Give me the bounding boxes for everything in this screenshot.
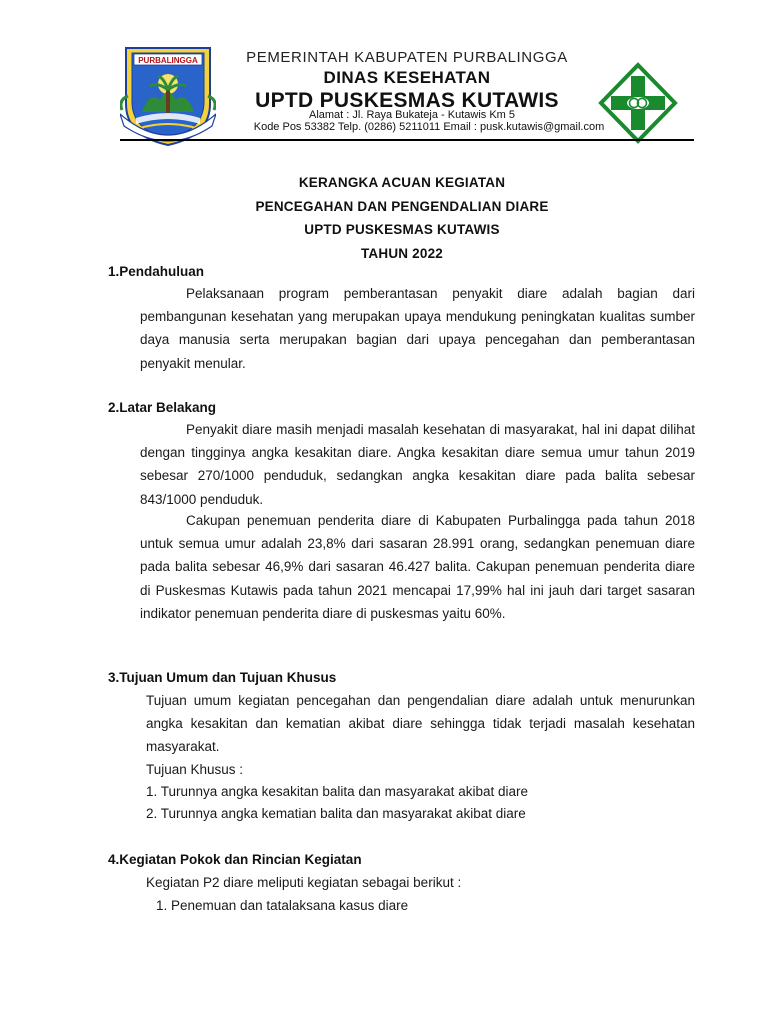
title-line-1: KERANGKA ACUAN KEGIATAN — [298, 175, 506, 190]
address-line: Alamat : Jl. Raya Bukateja - Kutawis Km 5 — [308, 109, 516, 121]
kegiatan-intro: Kegiatan P2 diare meliputi kegiatan sebagai berikut : — [146, 875, 462, 890]
list-item: 1. Penemuan dan tatalaksana kasus diare — [156, 898, 409, 913]
latar-belakang-paragraph-2: Cakupan penemuan penderita diare di Kabupaten Purbalingga pada tahun 2018 untuk semua umur adalah 23,8% dari sasaran 28.991 orang, sedangkan penemuan diare pada balita sebesar 46,9% dari sasaran 46.427 balita. Cakupan penemuan penderita diare di Puskesmas Kutawis pada tahun 2021 mencapai 17,99% hal ini jauh dari target sasaran indikator penemuan penderita diare di puskesmas yaitu 60%. — [140, 513, 695, 621]
letterhead-title-block — [204, 48, 610, 114]
puskesmas-cross-icon — [598, 62, 678, 144]
unit-name: UPTD PUSKESMAS KUTAWIS — [255, 89, 559, 112]
agency-name: DINAS KESEHATAN — [323, 68, 491, 87]
pendahuluan-paragraph: Pelaksanaan program pemberantasan penyakit diare adalah bagian dari pembangunan kesehatan yang merupakan upaya mendukung peningkatan kualitas sumber daya manusia serta merupakan bagian dari upaya pencegahan dan pemberantasan penyakit menular. — [140, 286, 695, 371]
section-heading-tujuan: 3.Tujuan Umum dan Tujuan Khusus — [108, 670, 337, 685]
svg-text:PURBALINGGA: PURBALINGGA — [138, 56, 198, 65]
government-name: PEMERINTAH KABUPATEN PURBALINGGA — [246, 49, 568, 66]
contact-line: Kode Pos 53382 Telp. (0286) 5211011 Email : pusk.kutawis@gmail.com — [253, 121, 605, 133]
title-line-4: TAHUN 2022 — [360, 246, 444, 262]
letterhead-divider — [120, 139, 694, 141]
section-heading-kegiatan: 4.Kegiatan Pokok dan Rincian Kegiatan — [108, 852, 362, 867]
list-item: 1. Turunnya angka kesakitan balita dan masyarakat akibat diare — [146, 784, 528, 799]
tujuan-umum-paragraph: Tujuan umum kegiatan pencegahan dan pengendalian diare adalah untuk menurunkan angka kesakitan dan kematian akibat diare sehingga tidak terjadi masalah kesehatan masyarakat. — [146, 693, 695, 755]
title-line-3: UPTD PUSKESMAS KUTAWIS — [304, 222, 500, 238]
section-heading-latar-belakang: 2.Latar Belakang — [108, 400, 217, 415]
document-title-block — [108, 171, 696, 266]
regency-crest-icon — [120, 44, 216, 148]
list-item: 2. Turunnya angka kematian balita dan masyarakat akibat diare — [146, 806, 526, 821]
tujuan-khusus-label: Tujuan Khusus : — [146, 762, 244, 777]
section-heading-pendahuluan: 1.Pendahuluan — [108, 264, 205, 279]
title-line-2: PENCEGAHAN DAN PENGENDALIAN DIARE — [255, 198, 549, 214]
latar-belakang-paragraph-1: Penyakit diare masih menjadi masalah kesehatan di masyarakat, hal ini dapat dilihat dengan tingginya angka kesakitan diare. Angka kesakitan diare semua umur tahun 2019 sebesar 270/1000 penduduk, sedangkan angka kesakitan diare pada balita sebesar 843/1000 penduduk. — [140, 422, 695, 507]
